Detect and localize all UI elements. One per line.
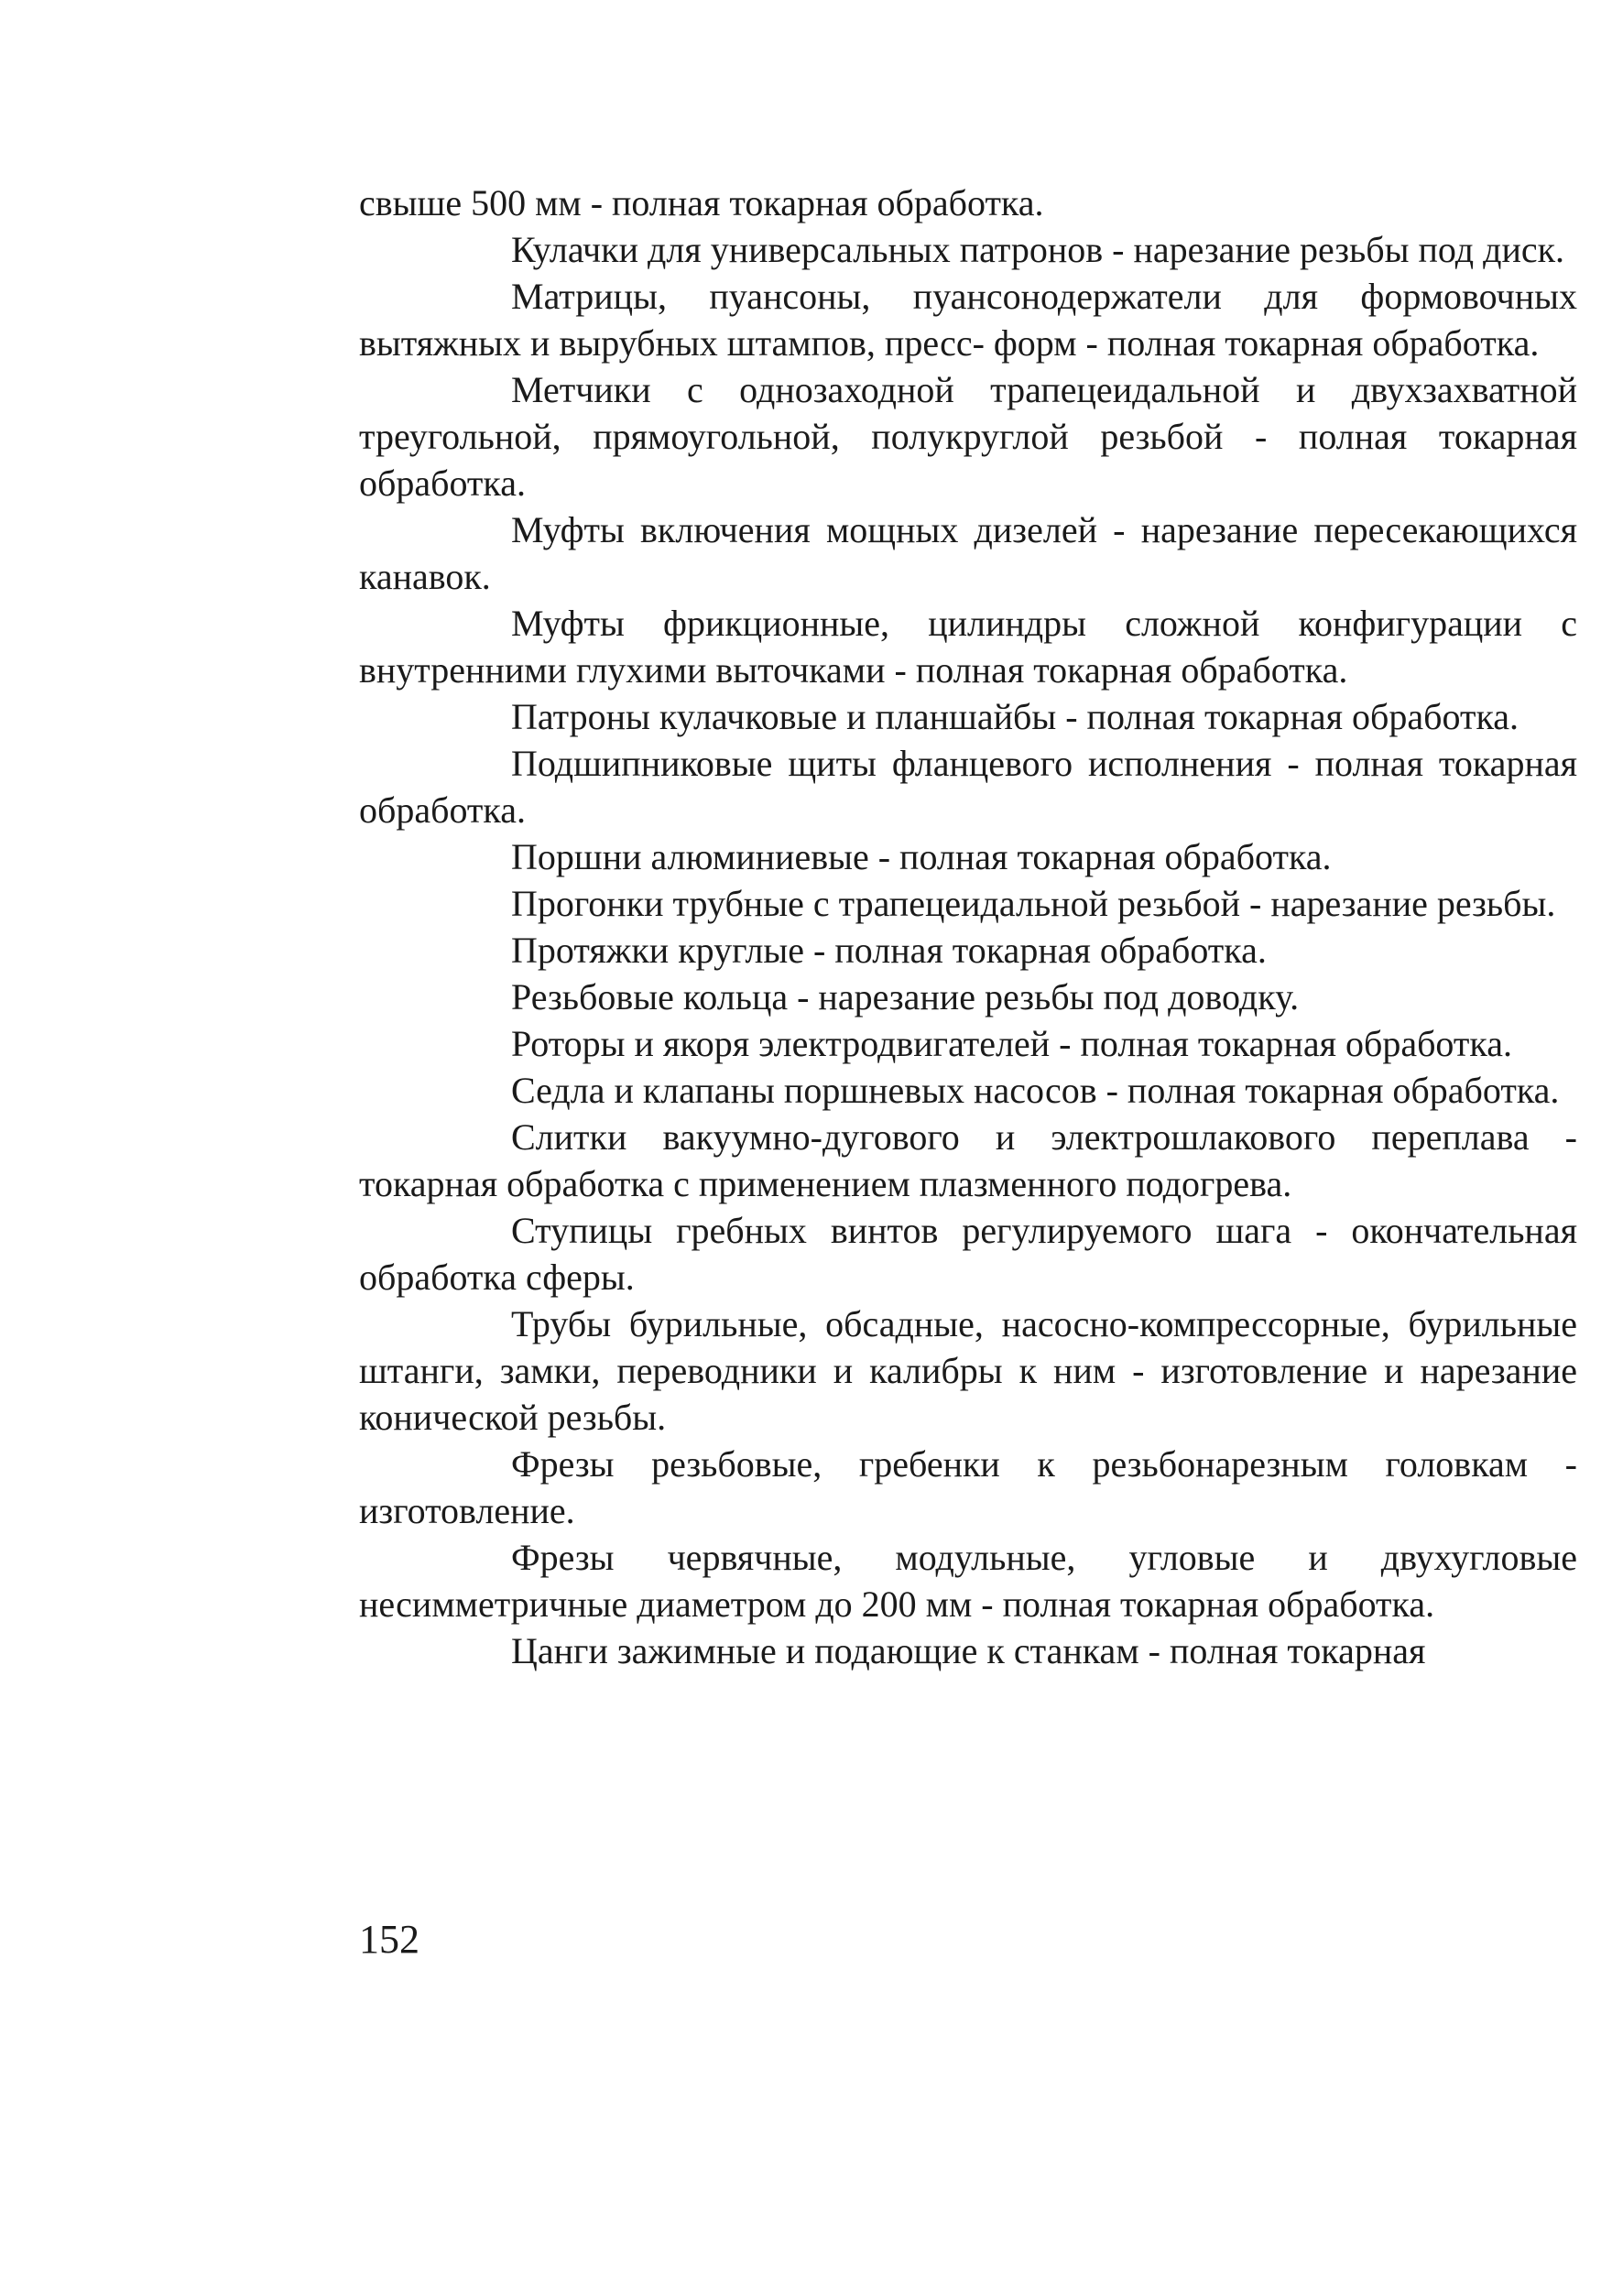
paragraph-continuation: свыше 500 мм - полная токарная обработка. — [359, 182, 1044, 223]
paragraph-progonki: Прогонки трубные с трапецеидальной резьбой - нарезание резьбы. — [511, 883, 1556, 924]
paragraph-mufty-vklyucheniya: Муфты включения мощных дизелей - нарезание пересекающихся канавок. — [359, 509, 1577, 597]
paragraph-patrony: Патроны кулачковые и планшайбы - полная токарная обработка. — [511, 696, 1519, 737]
paragraph-kulachki: Кулачки для универсальных патронов - нарезание резьбы под диск. — [511, 229, 1565, 270]
paragraph-metchiki: Метчики с однозаходной трапецеидальной и двухзахватной треугольной, прямоугольной, полукруглой резьбой - полная токарная обработка. — [359, 369, 1577, 504]
paragraph-sedla: Седла и клапаны поршневых насосов - полная токарная обработка. — [511, 1070, 1560, 1111]
paragraph-porshni: Поршни алюминиевые - полная токарная обработка. — [511, 836, 1332, 877]
page-body — [359, 180, 1577, 1674]
paragraph-truby: Трубы бурильные, обсадные, насосно-компрессорные, бурильные штанги, замки, переводники и калибры к ним - изготовление и нарезание конической резьбы. — [359, 1303, 1577, 1438]
paragraph-mufty-friktsionnye: Муфты фрикционные, цилиндры сложной конфигурации с внутренними глухими выточками - полная токарная обработка. — [359, 603, 1577, 691]
paragraph-tsangi: Цанги зажимные и подающие к станкам - полная токарная — [511, 1630, 1426, 1671]
page-number: 152 — [359, 1917, 419, 1962]
paragraph-frezy-chervyachnye: Фрезы червячные, модульные, угловые и двухугловые несимметричные диаметром до 200 мм - полная токарная обработка. — [359, 1537, 1577, 1625]
paragraph-matritsy: Матрицы, пуансоны, пуансонодержатели для формовочных вытяжных и вырубных штампов, пресс- форм - полная токарная обработка. — [359, 276, 1577, 364]
paragraph-podshipnikovye-shchity: Подшипниковые щиты фланцевого исполнения - полная токарная обработка. — [359, 743, 1577, 831]
paragraph-protyazhki: Протяжки круглые - полная токарная обработка. — [511, 930, 1267, 971]
paragraph-rotory: Роторы и якоря электродвигателей - полная токарная обработка. — [511, 1023, 1512, 1064]
paragraph-slitki: Слитки вакуумно-дугового и электрошлакового переплава - токарная обработка с применением плазменного подогрева. — [359, 1116, 1577, 1204]
paragraph-stupitsy: Ступицы гребных винтов регулируемого шага - окончательная обработка сферы. — [359, 1210, 1577, 1298]
paragraph-frezy-rezbovye: Фрезы резьбовые, гребенки к резьбонарезным головкам - изготовление. — [359, 1443, 1577, 1531]
paragraph-rezbovye-koltsa: Резьбовые кольца - нарезание резьбы под доводку. — [511, 976, 1300, 1017]
